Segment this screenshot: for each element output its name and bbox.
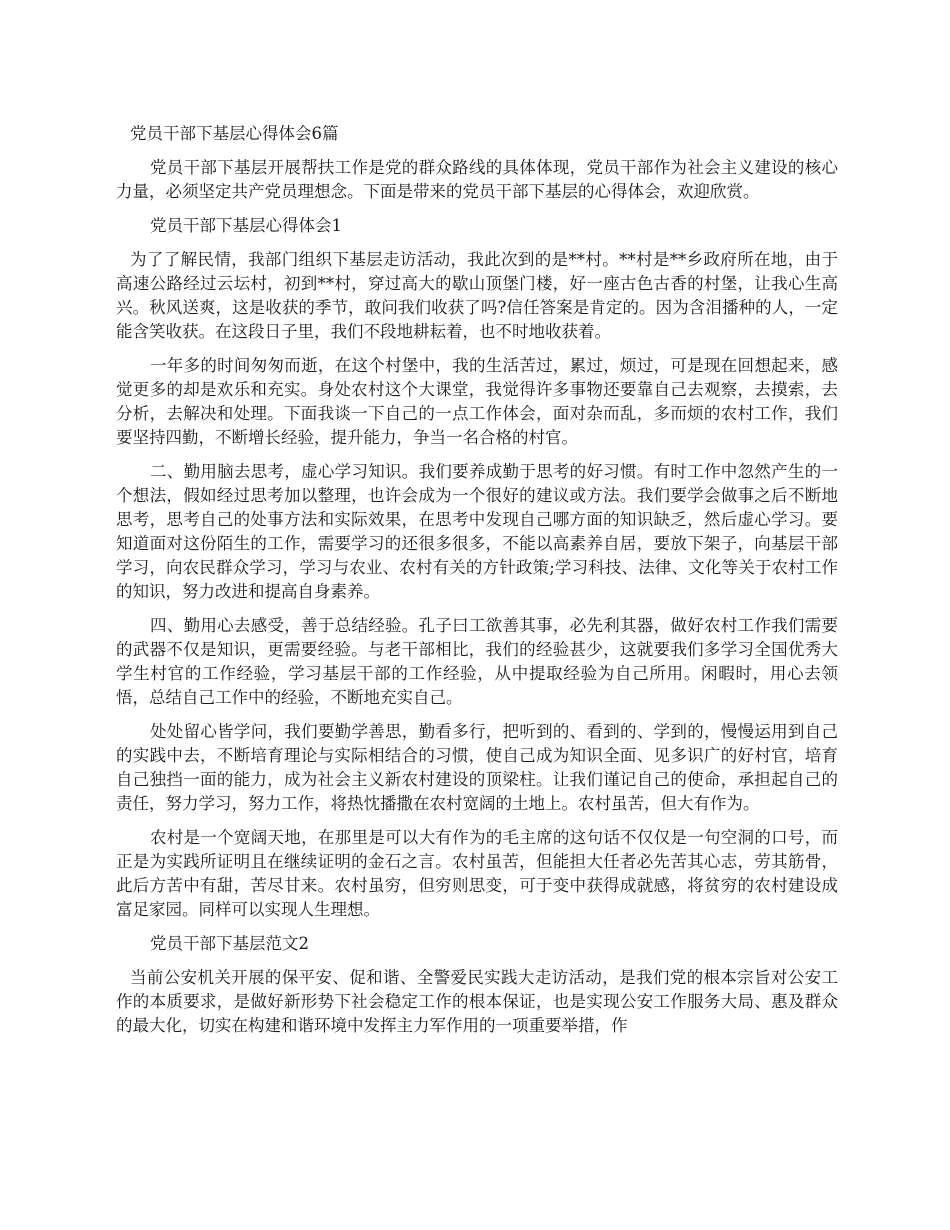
section-2-paragraph-1: 当前公安机关开展的保平安、促和谐、全警爱民实践大走访活动，是我们党的根本宗旨对公安工作的本质要求，是做好新形势下社会稳定工作的根本保证，也是实现公安工作服务大局、惠及群众的最大化，切实在构建和谐环境中发挥主力军作用的一项重要举措，作 — [116, 968, 838, 1035]
section-1-paragraph-6: 农村是一个宽阔天地，在那里是可以大有作为的毛主席的这句话不仅仅是一句空洞的口号，而正是为实践所证明且在继续证明的金石之言。农村虽苦，但能担大任者必先苦其心志，劳其筋骨，此后方苦中有甜，苦尽甘来。农村虽穷，但穷则思变，可于变中获得成就感，将贫穷的农村建设成富足家园。同样可以实现人生理想。 — [116, 828, 838, 919]
intro-paragraph: 党员干部下基层开展帮扶工作是党的群众路线的具体体现，党员干部作为社会主义建设的核心力量，必须坚定共产党员理想念。下面是带来的党员干部下基层的心得体会，欢迎欣赏。 — [116, 158, 838, 201]
section-2-heading: 党员干部下基层范文2 — [150, 934, 309, 953]
section-1-paragraph-2: 一年多的时间匆匆而逝，在这个村堡中，我的生活苦过，累过，烦过，可是现在回想起来，感觉更多的却是欢乐和充实。身处农村这个大课堂，我觉得许多事物还要靠自己去观察，去摸索，去分析，去解决和处理。下面我谈一下自己的一点工作体会，面对杂而乱，多而烦的农村工作，我们要坚持四勤，不断增长经验，提升能力，争当一名合格的村官。 — [116, 356, 838, 447]
section-1-paragraph-5: 处处留心皆学问，我们要勤学善思，勤看多行，把听到的、看到的、学到的，慢慢运用到自己的实践中去，不断培育理论与实际相结合的习惯，使自己成为知识全面、见多识广的好村官，培育自己独挡一面的能力，成为社会主义新农村建设的顶梁柱。让我们谨记自己的使命，承担起自己的责任，努力学习，努力工作，将热忱播撒在农村宽阔的土地上。农村虽苦，但大有作为。 — [116, 722, 838, 813]
document-title: 党员干部下基层心得体会6篇 — [130, 124, 339, 143]
section-1-heading: 党员干部下基层心得体会1 — [150, 216, 342, 235]
section-1-paragraph-3: 二、勤用脑去思考，虚心学习知识。我们要养成勤于思考的好习惯。有时工作中忽然产生的一个想法，假如经过思考加以整理，也许会成为一个很好的建议或方法。我们要学会做事之后不断地思考，思考自己的处事方法和实际效果，在思考中发现自己哪方面的知识缺乏，然后虚心学习。要知道面对这份陌生的工作，需要学习的还很多很多，不能以高素养自居，要放下架子，向基层干部学习，向农民群众学习，学习与农业、农村有关的方针政策;学习科技、法律、文化等关于农村工作的知识，努力改进和提高自身素养。 — [116, 462, 838, 601]
section-1-paragraph-4: 四、勤用心去感受，善于总结经验。孔子曰工欲善其事，必先利其器，做好农村工作我们需要的武器不仅是知识，更需要经验。与老干部相比，我们的经验甚少，这就要我们多学习全国优秀大学生村官的工作经验，学习基层干部的工作经验，从中提取经验为自己所用。闲暇时，用心去领悟，总结自己工作中的经验，不断地充实自己。 — [116, 616, 838, 707]
document-body — [116, 122, 838, 1048]
section-1-paragraph-1: 为了了解民情，我部门组织下基层走访活动，我此次到的是**村。**村是**乡政府所在地，由于高速公路经过云坛村，初到**村，穿过高大的歇山顶堡门楼，好一座古色古香的村堡，让我心生高兴。秋风送爽，这是收获的季节，敢问我们收获了吗?信任答案是肯定的。因为含泪播种的人，一定能含笑收获。在这段日子里，我们不段地耕耘着，也不时地收获着。 — [116, 250, 838, 341]
